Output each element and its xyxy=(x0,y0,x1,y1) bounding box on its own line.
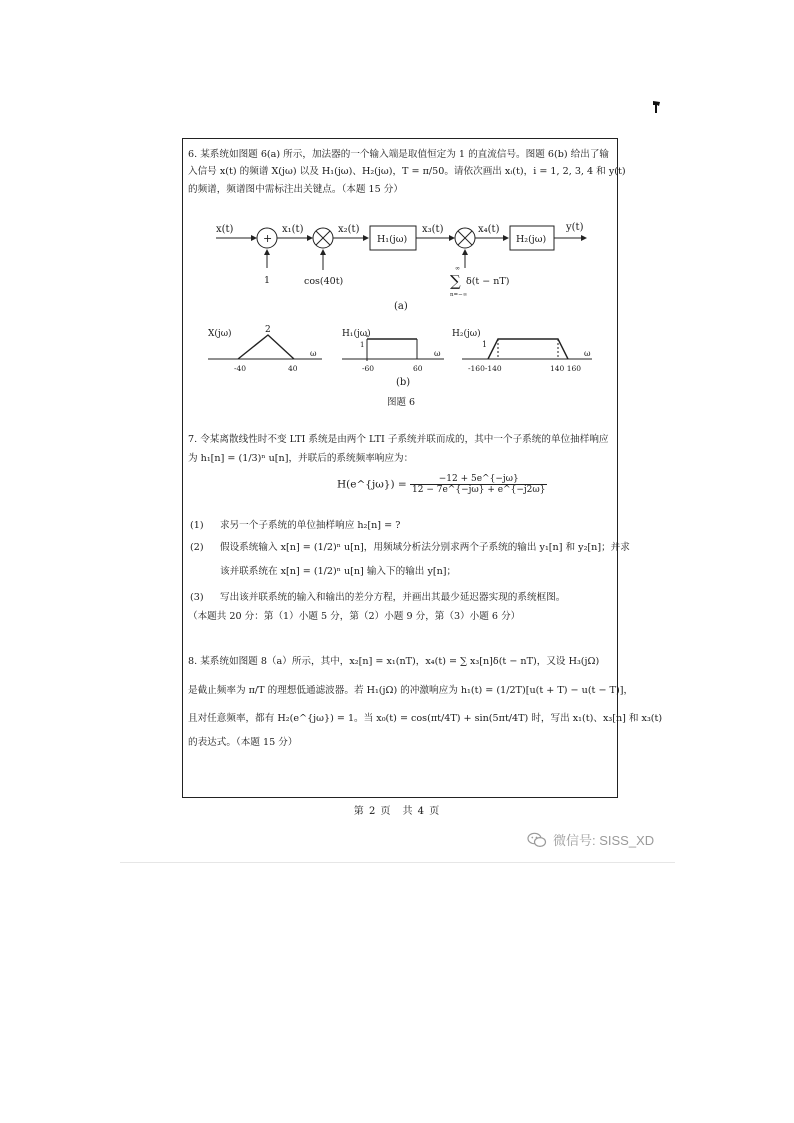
H1-tick-neg: -60 xyxy=(362,364,375,373)
X-omega-label: ω xyxy=(310,349,317,358)
q7-H-numerator: −12 + 5e^{−jω} xyxy=(410,474,547,485)
H2-ticks-neg: -160-140 xyxy=(468,364,502,373)
q7-H-denominator: 12 − 7e^{−jω} + e^{−j2ω} xyxy=(412,485,546,495)
q6-text-line1: 6. 某系统如图题 6(a) 所示，加法器的一个输入端是取值恒定为 1 的直流信号。图题 6(b) 给出了输 xyxy=(188,149,610,160)
q7-H-lhs: H(e^{jω}) = xyxy=(337,478,407,491)
figure-caption-a: (a) xyxy=(394,301,408,312)
wechat-icon xyxy=(527,832,547,848)
input-label: x(t) xyxy=(216,224,234,235)
x3-label: x₃(t) xyxy=(422,224,444,235)
impulse-sum-top: ∞ xyxy=(455,265,460,272)
q6-block-diagram xyxy=(182,210,618,315)
q8-text-line4: 的表达式。（本题 15 分） xyxy=(188,737,298,748)
watermark-text: 微信号: SISS_XD xyxy=(553,833,655,848)
watermark xyxy=(527,830,654,849)
H1-level: 1 xyxy=(360,341,365,349)
q7-frequency-response xyxy=(337,474,547,495)
impulse-train-term: δ(t − nT) xyxy=(466,276,510,287)
cos-label: cos(40t) xyxy=(304,276,344,287)
H1-spectrum-label: H₁(jω) xyxy=(342,329,371,339)
scan-mark xyxy=(652,100,661,114)
x2-label: x₂(t) xyxy=(338,224,360,235)
impulse-sum-sign: ∑ xyxy=(450,272,461,290)
figure-title: 图题 6 xyxy=(387,397,416,408)
q7-item2-text-b: 该并联系统在 x[n] = (1/2)ⁿ u[n] 输入下的输出 y[n]； xyxy=(220,566,457,577)
output-label: y(t) xyxy=(566,222,584,233)
q7-H-fraction xyxy=(410,474,547,495)
H2-ticks-pos: 140 160 xyxy=(550,364,582,373)
X-tick-pos: 40 xyxy=(288,364,298,373)
X-peak-value: 2 xyxy=(265,325,271,335)
H1-omega-label: ω xyxy=(434,349,441,358)
dc-input-label: 1 xyxy=(264,275,271,286)
H2-omega-label: ω xyxy=(584,349,591,358)
H2-level: 1 xyxy=(482,340,488,349)
plus-sign: + xyxy=(263,232,273,245)
q7-item2-number: (2) xyxy=(190,542,204,553)
q7-item2-text-a: 假设系统输入 x[n] = (1/2)ⁿ u[n]，用频域分析法分别求两个子系统的输出 y₁[n] 和 y₂[n]；并求 xyxy=(220,542,630,553)
q7-text-line1: 7. 令某离散线性时不变 LTI 系统是由两个 LTI 子系统并联而成的，其中一个子系统的单位抽样响应 xyxy=(188,434,609,445)
q6-text-line3: 的频谱，频谱图中需标注出关键点。（本题 15 分） xyxy=(188,184,403,195)
q8-text-line1: 8. 某系统如图题 8（a）所示，其中，x₂[n] = x₁(nT)，x₄(t) = ∑ x₃[n]δ(t − nT)，又设 H₃(jΩ) xyxy=(188,656,600,667)
figure-caption-b: (b) xyxy=(396,377,411,388)
q7-item1-text: 求另一个子系统的单位抽样响应 h₂[n] = ? xyxy=(220,520,401,531)
q7-score-note: （本题共 20 分：第（1）小题 5 分，第（2）小题 9 分，第（3）小题 6 分） xyxy=(188,611,521,622)
bottom-divider xyxy=(120,862,675,863)
q8-text-line3: 且对任意频率，都有 H₂(e^{jω}) = 1。当 x₀(t) = cos(πt/4T) + sin(5πt/4T) 时，写出 x₁(t)、x₃[n] 和 x₃(t) xyxy=(188,713,663,724)
q8-text-line2: 是截止频率为 π/T 的理想低通滤波器。若 H₁(jΩ) 的冲激响应为 h₁(t) = (1/2T)[u(t + T) − u(t − T)]， xyxy=(188,685,634,696)
H2-spectrum-label: H₂(jω) xyxy=(452,329,481,339)
X-spectrum-label: X(jω) xyxy=(208,329,232,339)
x4-label: x₄(t) xyxy=(478,224,500,235)
q7-item3-text: 写出该并联系统的输入和输出的差分方程，并画出其最少延迟器实现的系统框图。 xyxy=(220,592,566,603)
q7-item3-number: (3) xyxy=(190,592,204,603)
x1-label: x₁(t) xyxy=(282,224,304,235)
H1-tick-pos: 60 xyxy=(413,364,423,373)
h2-block-label: H₂(jω) xyxy=(516,234,547,245)
impulse-sum-bottom: n=−∞ xyxy=(450,292,468,298)
q7-text-line2: 为 h₁[n] = (1/3)ⁿ u[n]，并联后的系统频率响应为： xyxy=(188,453,414,464)
X-tick-neg: -40 xyxy=(234,364,247,373)
q6-spectra-figure xyxy=(182,323,618,415)
q7-item1-number: (1) xyxy=(190,520,204,531)
h1-block-label: H₁(jω) xyxy=(377,234,408,245)
page-number: 第 2 页 共 4 页 xyxy=(353,806,441,817)
q6-text-line2: 入信号 x(t) 的频谱 X(jω) 以及 H₁(jω)、H₂(jω)，T = π/50。请依次画出 xᵢ(t)，i = 1, 2, 3, 4 和 y(t) xyxy=(188,166,626,177)
